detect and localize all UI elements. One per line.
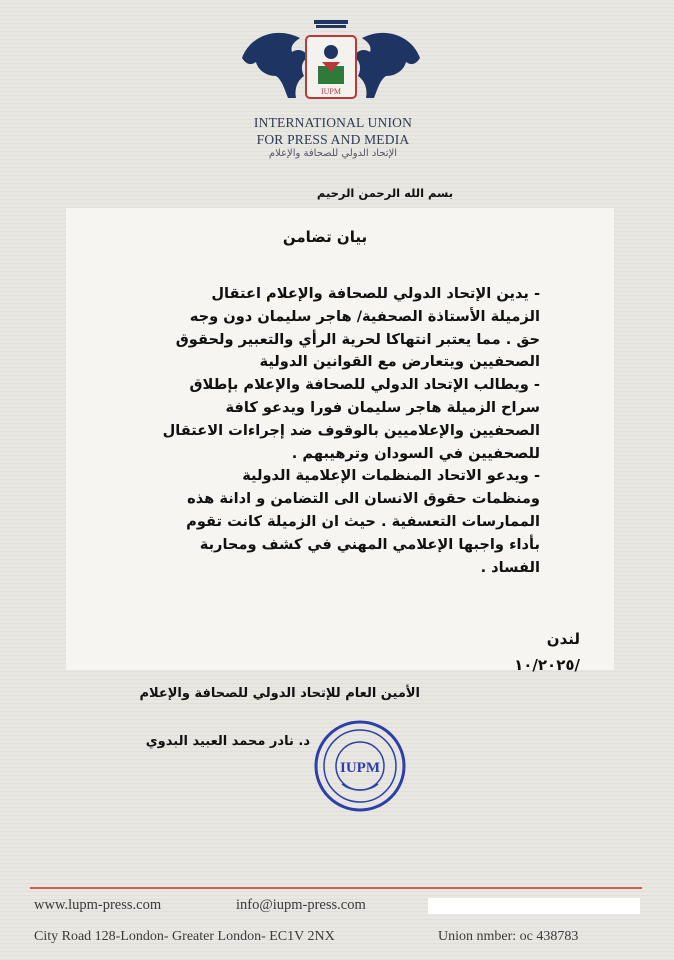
iupm-logo xyxy=(236,18,426,118)
letter-line: سراح الزميلة هاجر سليمان فورا ويدعو كافة xyxy=(225,398,540,416)
signatory-name: د. نادر محمد العبيد البدوي xyxy=(145,734,310,749)
redacted-box xyxy=(428,898,640,914)
org-name-line-1: INTERNATIONAL UNION xyxy=(253,115,413,130)
left-griffin-icon xyxy=(242,33,308,98)
footer-website[interactable]: www.lupm-press.com xyxy=(34,897,162,913)
letter-line: الممارسات التعسفية . حيث ان الزميلة كانت تقوم xyxy=(186,512,540,530)
letter-place: لندن xyxy=(546,630,580,648)
logo-text: IUPM xyxy=(320,87,342,96)
letter-line: الصحفيين ويتعارض مع القوانين الدولية xyxy=(259,353,540,371)
footer-union-number: Union nmber: oc 438783 xyxy=(438,929,579,944)
right-griffin-icon xyxy=(354,33,420,98)
footer-email[interactable]: info@iupm-press.com xyxy=(236,897,366,913)
letter-text xyxy=(92,283,540,579)
basmala: بسم الله الرحمن الرحيم xyxy=(316,186,454,200)
org-name-ar: الإتحاد الدولي للصحافة والإعلام xyxy=(268,148,398,159)
letter-date: /١٠/٢٠٢٥ xyxy=(514,656,580,674)
letter-line: - ويدعو الاتحاد المنظمات الإعلامية الدولية xyxy=(242,467,540,485)
org-name-en xyxy=(238,114,428,148)
letter-line: حق . مما يعتبر انتهاكا لحرية الرأي والتعبير ولحقوق xyxy=(175,330,540,348)
stamp-text: IUPM xyxy=(340,760,380,776)
footer-divider xyxy=(30,887,642,889)
letter-line: بأداء واجبها الإعلامي المهني في كشف ومحاربة xyxy=(199,535,540,553)
letter-line: للصحفيين في السودان وترهيبهم . xyxy=(291,444,540,462)
letter-line: الزميلة الأستاذة الصحفية/ هاجر سليمان دون وجه xyxy=(189,307,540,325)
signatory-title: الأمين العام للإتحاد الدولي للصحافة والإعلام xyxy=(139,686,420,701)
letter-title: بيان تضامن xyxy=(282,228,368,246)
letter-line: - ويطالب الإتحاد الدولي للصحافة والإعلام بإطلاق xyxy=(189,376,540,394)
letter-line: ومنظمات حقوق الانسان الى التضامن و ادانة هذه xyxy=(187,490,540,508)
letter-line: - يدين الإتحاد الدولي للصحافة والإعلام اعتقال xyxy=(211,285,540,302)
letter-line: الفساد . xyxy=(480,558,540,576)
org-name-line-2: FOR PRESS AND MEDIA xyxy=(256,132,410,147)
footer-address: City Road 128-London- Greater London- EC1V 2NX xyxy=(34,929,335,944)
official-stamp xyxy=(312,718,408,814)
letter-line: الصحفيين والإعلاميين بالوقوف ضد إجراءات الاعتقال xyxy=(162,421,540,439)
